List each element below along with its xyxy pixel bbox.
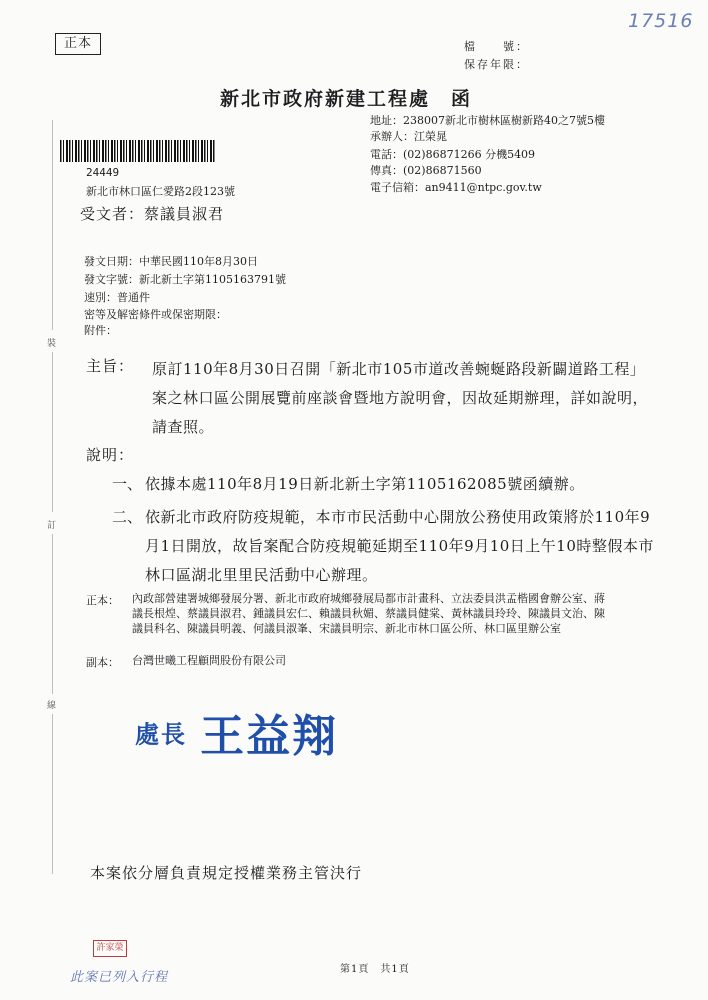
signature-block xyxy=(135,700,338,764)
explanation-item-number: 二、 xyxy=(112,508,143,526)
retention-label: 保存年限： xyxy=(464,58,529,71)
binding-mark: 訂 xyxy=(47,521,57,531)
recipient-zip: 24449 xyxy=(86,166,120,179)
explanation-item-number: 一、 xyxy=(112,475,143,493)
signature-name: 王益翔 xyxy=(200,711,339,762)
handwritten-number: 17516 xyxy=(628,10,694,32)
contact-fax: 傳真：(02)86871560 xyxy=(370,164,482,177)
contact-handler: 承辦人：江榮晁 xyxy=(370,130,447,143)
contact-address: 地址：238007新北市樹林區樹新路40之7號5樓 xyxy=(370,114,605,127)
header-attachment: 附件： xyxy=(84,324,117,337)
barcode xyxy=(60,140,216,162)
explanation-item-text: 依新北市政府防疫規範，本市市民活動中心開放公務使用政策將於110年9月1日開放，故旨案配合防疫規範延期至110年9月10日上午10時整假本市林口區湖北里里民活動中心辦理。 xyxy=(145,508,654,584)
page-number: 第1頁 共1頁 xyxy=(340,964,410,975)
copy-recipients-label: 副本： xyxy=(86,656,119,669)
signature-title: 處長 xyxy=(135,720,187,749)
document-title: 新北市政府新建工程處 函 xyxy=(220,88,473,110)
binding-mark: 裝 xyxy=(47,339,57,349)
binding-mark: 線 xyxy=(47,701,57,711)
original-recipients-label: 正本： xyxy=(86,594,119,607)
binding-line xyxy=(52,534,53,694)
handwritten-note: 此案已列入行程 xyxy=(70,970,169,985)
name-stamp: 許家榮 xyxy=(93,940,127,957)
binding-line xyxy=(52,352,53,512)
copy-type-box: 正本 xyxy=(55,33,101,55)
recipient-address: 新北市林口區仁愛路2段123號 xyxy=(86,185,235,198)
contact-email: 電子信箱：an9411@ntpc.gov.tw xyxy=(370,181,542,194)
contact-phone: 電話：(02)86871266 分機5409 xyxy=(370,148,536,161)
binding-line xyxy=(52,714,53,874)
header-speed: 速別：普通件 xyxy=(84,291,150,304)
file-number-label: 檔 號： xyxy=(464,40,529,53)
header-doc-number: 發文字號：新北新土字第1105163791號 xyxy=(84,273,286,286)
explanation-item-text: 依據本處110年8月19日新北新土字第1105162085號函續辦。 xyxy=(145,475,585,493)
original-recipients: 內政部營建署城鄉發展分署、新北市政府城鄉發展局都市計畫科、立法委員洪孟楷國會辦公室、蔣議長根煌、蔡議員淑君、鍾議員宏仁、賴議員秋媚、蔡議員健棠、黃林議員玲玲、陳議員文治、陳議員科名、陳議員明義、何議員淑峯、宋議員明宗、新北市林口區公所、林口區里辦公室 xyxy=(132,592,605,635)
subject-text: 原訂110年8月30日召開「新北市105市道改善蜿蜒路段新闢道路工程」案之林口區公開展覽前座談會暨地方說明會，因故延期辦理，詳如說明，請查照。 xyxy=(152,360,649,436)
header-date: 發文日期：中華民國110年8月30日 xyxy=(84,255,258,268)
header-confidentiality: 密等及解密條件或保密期限： xyxy=(84,308,227,321)
delegation-note: 本案依分層負責規定授權業務主管決行 xyxy=(90,864,363,882)
explanation-label: 說明： xyxy=(86,446,135,464)
subject-label: 主旨： xyxy=(86,357,135,375)
binding-line xyxy=(52,120,53,330)
recipient-line: 受文者：蔡議員淑君 xyxy=(80,205,225,223)
copy-recipients: 台灣世曦工程顧問股份有限公司 xyxy=(132,654,286,667)
